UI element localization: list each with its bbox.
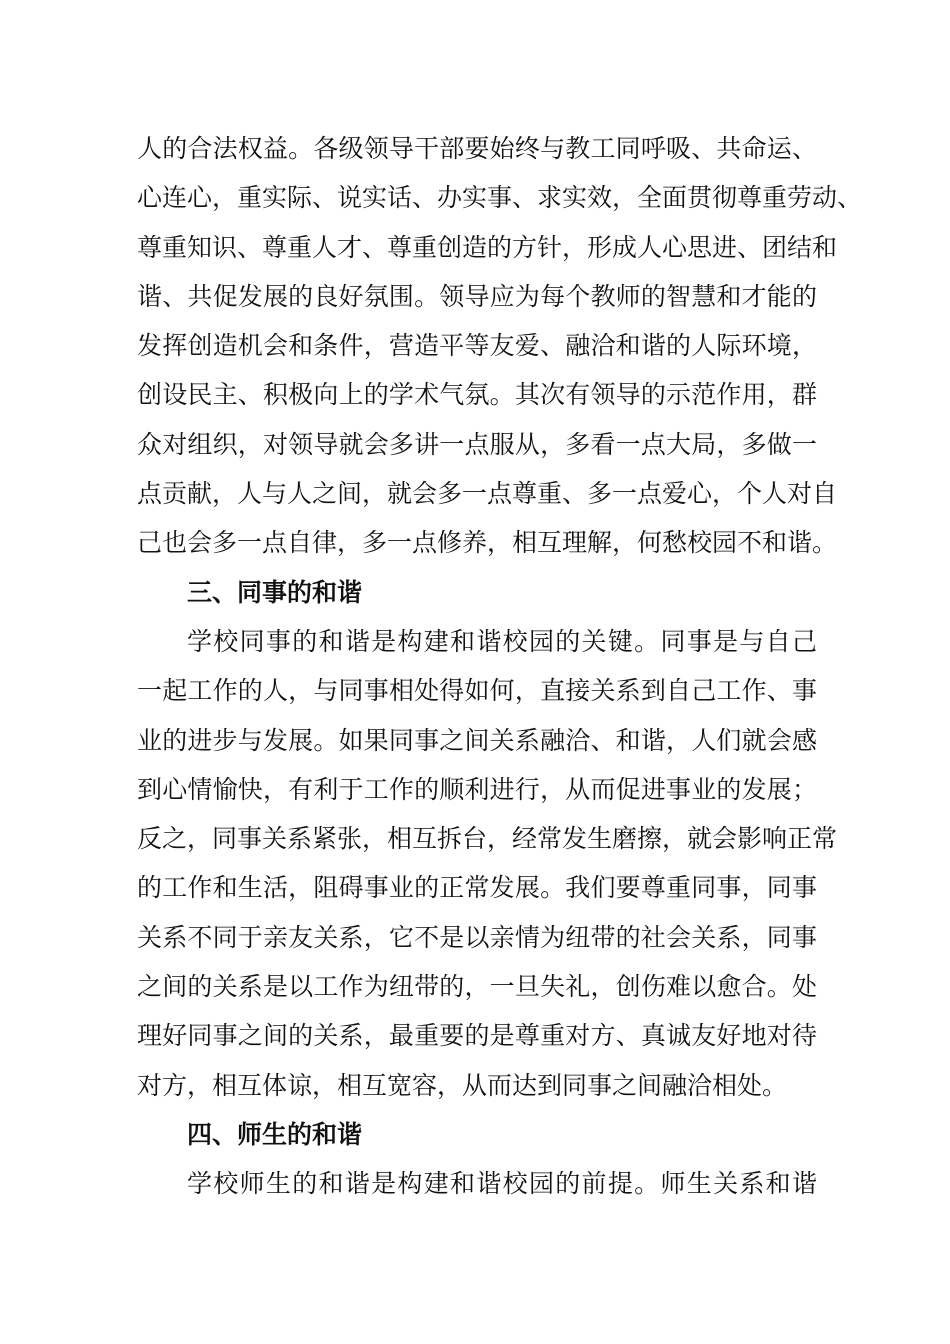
paragraph-line: 人的合法权益。各级领导干部要始终与教工同呼吸、共命运、 (137, 134, 817, 163)
paragraph-teacher-student (137, 1159, 817, 1208)
paragraph-line: 反之，同事关系紧张，相互拆台，经常发生磨擦，就会影响正常 (137, 824, 838, 854)
paragraph-line: 尊重知识、尊重人才、尊重创造的方针，形成人心思进、团结和 (137, 232, 838, 262)
paragraph-line: 心连心，重实际、说实话、办实事、求实效，全面贯彻尊重劳动、 (137, 183, 863, 213)
paragraph-line: 到心情愉快，有利于工作的顺利进行，从而促进事业的发展； (137, 774, 817, 804)
paragraph-leadership (137, 124, 863, 568)
paragraph-line: 对方，相互体谅，相互宽容，从而达到同事之间融洽相处。 (137, 1070, 788, 1100)
paragraph-line: 一起工作的人，与同事相处得如何，直接关系到自己工作、事 (137, 676, 817, 706)
paragraph-line: 学校师生的和谐是构建和谐校园的前提。师生关系和谐 (187, 1169, 817, 1199)
paragraph-line: 众对组织，对领导就会多讲一点服从，多看一点大局，多做一 (137, 429, 817, 459)
paragraph-line: 己也会多一点自律，多一点修养，相互理解，何愁校园不和谐。 (137, 528, 838, 558)
paragraph-line: 谐、共促发展的良好氛围。领导应为每个教师的智慧和才能的 (137, 281, 817, 311)
document-body (137, 124, 863, 1209)
paragraph-line: 关系不同于亲友关系，它不是以亲情为纽带的社会关系，同事 (137, 922, 817, 952)
paragraph-line: 之间的关系是以工作为纽带的，一旦失礼，创伤难以愈合。处 (137, 972, 817, 1002)
section-heading-teacher-student: 四、师生的和谐 (187, 1119, 363, 1149)
section-heading-colleagues: 三、同事的和谐 (187, 577, 363, 607)
paragraph-colleagues (137, 617, 838, 1110)
paragraph-line: 创设民主、积极向上的学术气氛。其次有领导的示范作用，群 (137, 380, 817, 410)
paragraph-line: 业的进步与发展。如果同事之间关系融洽、和谐，人们就会感 (137, 725, 817, 755)
paragraph-line: 学校同事的和谐是构建和谐校园的关键。同事是与自己 (187, 626, 817, 656)
paragraph-line: 的工作和生活，阻碍事业的正常发展。我们要尊重同事，同事 (137, 873, 817, 903)
paragraph-line: 点贡献，人与人之间，就会多一点尊重、多一点爱心，个人对自 (137, 479, 838, 509)
paragraph-line: 发挥创造机会和条件，营造平等友爱、融洽和谐的人际环境， (137, 331, 817, 361)
paragraph-line: 理好同事之间的关系，最重要的是尊重对方、真诚友好地对待 (137, 1021, 817, 1051)
